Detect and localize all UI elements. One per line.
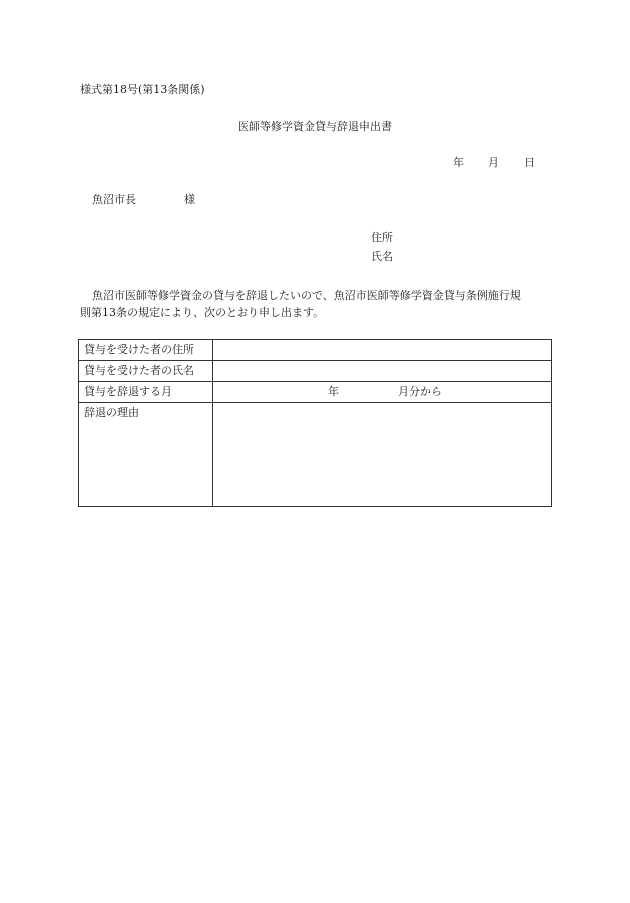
row-label-reason: 辞退の理由 bbox=[79, 403, 213, 507]
table-row-withdrawal-month bbox=[79, 382, 552, 403]
applicant-address-label: 住所 bbox=[371, 231, 393, 244]
row-label-address: 貸与を受けた者の住所 bbox=[79, 340, 213, 361]
table-row-address bbox=[79, 340, 552, 361]
date-month-label: 月 bbox=[488, 156, 499, 169]
withdrawal-month-from-label: 月分から bbox=[398, 385, 442, 398]
form-number: 様式第18号(第13条関係) bbox=[80, 83, 205, 96]
table-row-reason bbox=[79, 403, 552, 507]
date-day-label: 日 bbox=[524, 156, 535, 169]
addressee-honorific: 様 bbox=[184, 193, 195, 206]
row-label-name: 貸与を受けた者の氏名 bbox=[79, 361, 213, 382]
body-text-line-2: 則第13条の規定により、次のとおり申し出ます。 bbox=[80, 306, 325, 319]
table-row-name bbox=[79, 361, 552, 382]
name-value-cell[interactable] bbox=[213, 361, 552, 382]
withdrawal-month-value-cell[interactable] bbox=[213, 382, 552, 403]
addressee-name: 魚沼市長 bbox=[92, 193, 136, 206]
address-value-cell[interactable] bbox=[213, 340, 552, 361]
applicant-name-label: 氏名 bbox=[371, 250, 393, 263]
withdrawal-year-label: 年 bbox=[328, 385, 339, 398]
row-label-withdrawal-month: 貸与を辞退する月 bbox=[79, 382, 213, 403]
withdrawal-form-table bbox=[78, 339, 552, 507]
reason-value-cell[interactable] bbox=[213, 403, 552, 507]
date-year-label: 年 bbox=[453, 156, 464, 169]
body-text-line-1: 魚沼市医師等修学資金の貸与を辞退したいので、魚沼市医師等修学資金貸与条例施行規 bbox=[92, 289, 521, 302]
document-title: 医師等修学資金貸与辞退申出書 bbox=[238, 120, 392, 133]
